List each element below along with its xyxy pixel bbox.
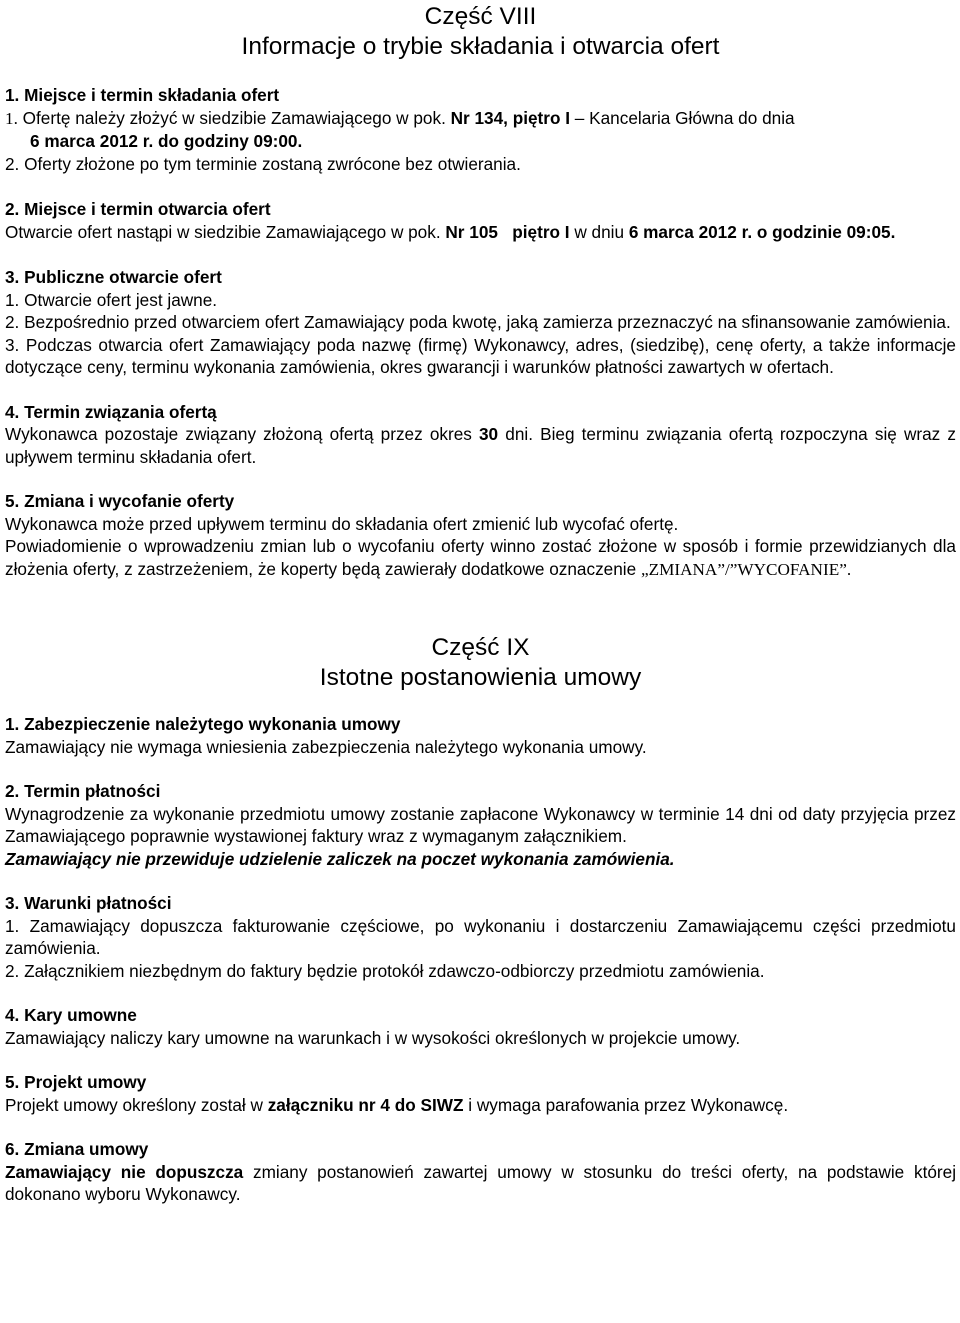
section-heading: 2. Termin płatności <box>5 781 161 801</box>
paragraph: 2. Bezpośrednio przed otwarciem ofert Zamawiający poda kwotę, jaką zamierza przeznaczyć na sfinansowanie zamówienia. <box>5 312 951 332</box>
paragraph: 2. Oferty złożone po tym terminie zostaną zwrócone bez otwierania. <box>5 153 521 174</box>
part8-section-2 <box>5 198 956 243</box>
part9-section-5 <box>5 1071 956 1116</box>
paragraph: 2. Załącznikiem niezbędnym do faktury będzie protokół zdawczo-odbiorczy przedmiotu zamówienia. <box>5 960 765 981</box>
paragraph: 3. Podczas otwarcia ofert Zamawiający poda nazwę (firmę) Wykonawcy, adres, (siedzibę), cenę oferty, a także informacje dotyczące ceny, terminu wykonania zamówienia, okres gwarancji i warunków płatności zawartych w ofertach. <box>5 334 956 377</box>
section-heading: 4. Kary umowne <box>5 1005 137 1025</box>
section-heading: 5. Zmiana i wycofanie oferty <box>5 491 235 511</box>
paragraph: Projekt umowy określony został w załączniku nr 4 do SIWZ i wymaga parafowania przez Wykonawcę. <box>5 1094 789 1115</box>
part8-section-3 <box>5 266 956 379</box>
section-heading: 1. Miejsce i termin składania ofert <box>5 85 280 105</box>
section-heading: 2. Miejsce i termin otwarcia ofert <box>5 199 271 219</box>
paragraph: 1. Ofertę należy złożyć w siedzibie Zamawiającego w pok. Nr 134, piętro I – Kancelaria Główna do dnia <box>5 107 795 128</box>
part9-section-6 <box>5 1138 956 1206</box>
list-number: 1. <box>5 108 18 128</box>
section-heading: 3. Publiczne otwarcie ofert <box>5 267 222 287</box>
document-page <box>0 2 960 1323</box>
paragraph: 1. Otwarcie ofert jest jawne. <box>5 289 218 310</box>
paragraph: 1. Zamawiający dopuszcza fakturowanie częściowe, po wykonaniu i dostarczeniu Zamawiającemu części przedmiotu zamówienia. <box>5 915 956 958</box>
paragraph: Wykonawca może przed upływem terminu do składania ofert zmienić lub wycofać ofertę. <box>5 513 679 534</box>
part8-section-1 <box>5 84 956 175</box>
part9-section-2 <box>5 780 956 870</box>
part8-header <box>5 2 956 62</box>
paragraph: Zamawiający nie wymaga wniesienia zabezpieczenia należytego wykonania umowy. <box>5 736 647 757</box>
section-heading: 3. Warunki płatności <box>5 893 172 913</box>
paragraph: Powiadomienie o wprowadzeniu zmian lub o wycofaniu oferty winno zostać złożone w sposób i formie przewidzianych dla złożenia oferty, z zastrzeżeniem, że koperty będą zawierały dodatkowe oznaczenie „ZMIANA”/”WYCOFANIE”. <box>5 536 956 579</box>
part9-section-1 <box>5 713 956 758</box>
paragraph: Zamawiający nie przewiduje udzielenie zaliczek na poczet wykonania zamówienia. <box>5 848 675 869</box>
part8-subtitle: Informacje o trybie składania i otwarcia ofert <box>241 33 720 60</box>
list-number: 2. <box>5 153 20 174</box>
part8-section-4 <box>5 401 956 469</box>
part9-subtitle: Istotne postanowienia umowy <box>319 664 642 691</box>
part9-section-4 <box>5 1004 956 1049</box>
section-heading: 5. Projekt umowy <box>5 1072 147 1092</box>
paragraph: Wynagrodzenie za wykonanie przedmiotu umowy zostanie zapłacone Wykonawcy w terminie 14 dni od daty przyjęcia przez Zamawiającego poprawnie wystawionej faktury wraz z wymaganym załącznikiem. <box>5 803 956 846</box>
part8-title: Część VIII <box>424 3 537 30</box>
section-heading: 4. Termin związania ofertą <box>5 401 217 422</box>
part9-title: Część IX <box>431 634 530 661</box>
paragraph: Wykonawca pozostaje związany złożoną ofertą przez okres 30 dni. Bieg terminu związania ofertą rozpoczyna się wraz z upływem terminu składania ofert. <box>5 424 956 467</box>
section-heading: 1. Zabezpieczenie należytego wykonania umowy <box>5 714 401 734</box>
part8-section-5 <box>5 490 956 581</box>
part9-header <box>5 633 956 693</box>
paragraph: Zamawiający nie dopuszcza zmiany postanowień zawartej umowy w stosunku do treści oferty, na podstawie której dokonano wyboru Wykonawcy. <box>5 1161 957 1204</box>
paragraph: 6 marca 2012 r. do godziny 09:00. <box>30 131 303 151</box>
paragraph: Zamawiający naliczy kary umowne na warunkach i w wysokości określonych w projekcie umowy. <box>5 1027 741 1048</box>
section-heading: 6. Zmiana umowy <box>5 1139 149 1159</box>
paragraph: Otwarcie ofert nastąpi w siedzibie Zamawiającego w pok. Nr 105 piętro I w dniu 6 marca 2012 r. o godzinie 09:05. <box>5 221 896 242</box>
part9-section-3 <box>5 892 956 982</box>
